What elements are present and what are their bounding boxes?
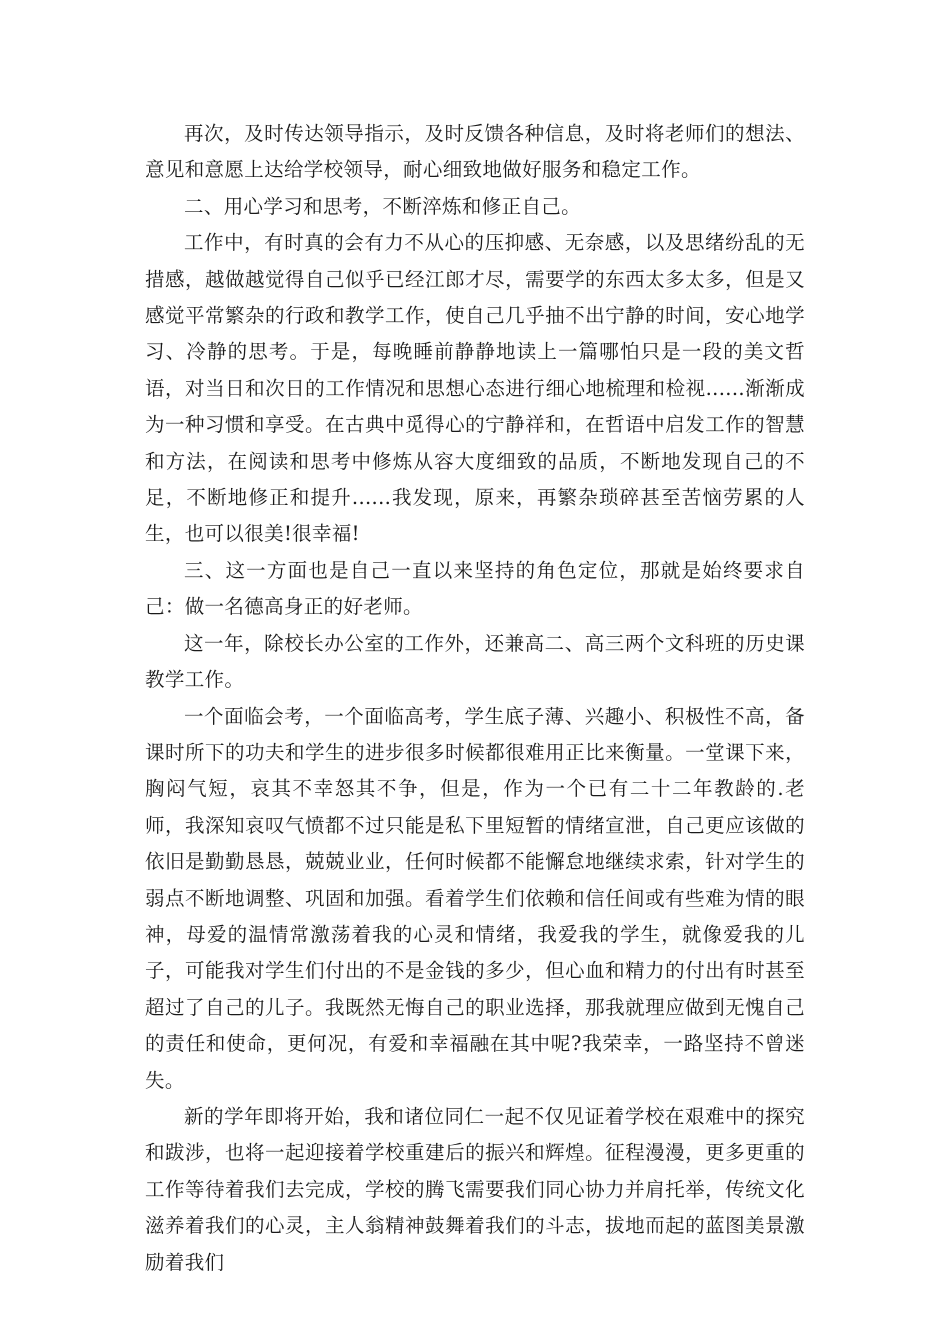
paragraph-teaching-duty: 这一年，除校长办公室的工作外，还兼高二、高三两个文科班的历史课教学工作。	[145, 631, 805, 692]
paragraph-teaching-experience: 一个面临会考，一个面临高考，学生底子薄、兴趣小、积极性不高，备课时所下的功夫和学生的进步很多时候都很难用正比来衡量。一堂课下来，胸闷气短，哀其不幸怒其不争，但是，作为一个已有二十二年教龄的.老师，我深知哀叹气愤都不过只能是私下里短暂的情绪宣泄，自己更应该做的依旧是勤勤恳恳，兢兢业业，任何时候都不能懈怠地继续求索，针对学生的弱点不断地调整、巩固和加强。看着学生们依赖和信任间或有些难为情的眼神，母爱的温情常激荡着我的心灵和情绪，我爱我的学生，就像爱我的儿子，可能我对学生们付出的不是金钱的多少，但心血和精力的付出有时甚至超过了自己的儿子。我既然无悔自己的职业选择，那我就理应做到无愧自己的责任和使命，更何况，有爱和幸福融在其中呢?我荣幸，一路坚持不曾迷失。	[145, 704, 805, 1092]
document-body	[145, 116, 805, 1281]
paragraph-report-communication: 再次，及时传达领导指示，及时反馈各种信息，及时将老师们的想法、意见和意愿上达给学校领导，耐心细致地做好服务和稳定工作。	[145, 122, 805, 182]
paragraph-study-reflection: 工作中，有时真的会有力不从心的压抑感、无奈感，以及思绪纷乱的无措感，越做越觉得自己似乎已经江郎才尽，需要学的东西太多太多，但是又感觉平常繁杂的行政和教学工作，使自己几乎抽不出宁静的时间，安心地学习、冷静的思考。于是，每晚睡前静静地读上一篇哪怕只是一段的美文哲语，对当日和次日的工作情况和思想心态进行细心地梳理和检视......渐渐成为一种习惯和享受。在古典中觅得心的宁静祥和，在哲语中启发工作的智慧和方法，在阅读和思考中修炼从容大度细致的品质，不断地发现自己的不足，不断地修正和提升......我发现，原来，再繁杂琐碎甚至苦恼劳累的人生，也可以很美!很幸福!	[145, 231, 805, 546]
heading-section-three: 三、这一方面也是自己一直以来坚持的角色定位，那就是始终要求自己：做一名德高身正的好老师。	[145, 558, 805, 619]
heading-section-two: 二、用心学习和思考，不断淬炼和修正自己。	[184, 194, 582, 218]
paragraph-new-school-year: 新的学年即将开始，我和诸位同仁一起不仅见证着学校在艰难中的探究和跋涉，也将一起迎接着学校重建后的振兴和辉煌。征程漫漫，更多更重的工作等待着我们去完成，学校的腾飞需要我们同心协力并肩托举，传统文化滋养着我们的心灵，主人翁精神鼓舞着我们的斗志，拔地而起的蓝图美景激励着我们	[145, 1104, 805, 1274]
